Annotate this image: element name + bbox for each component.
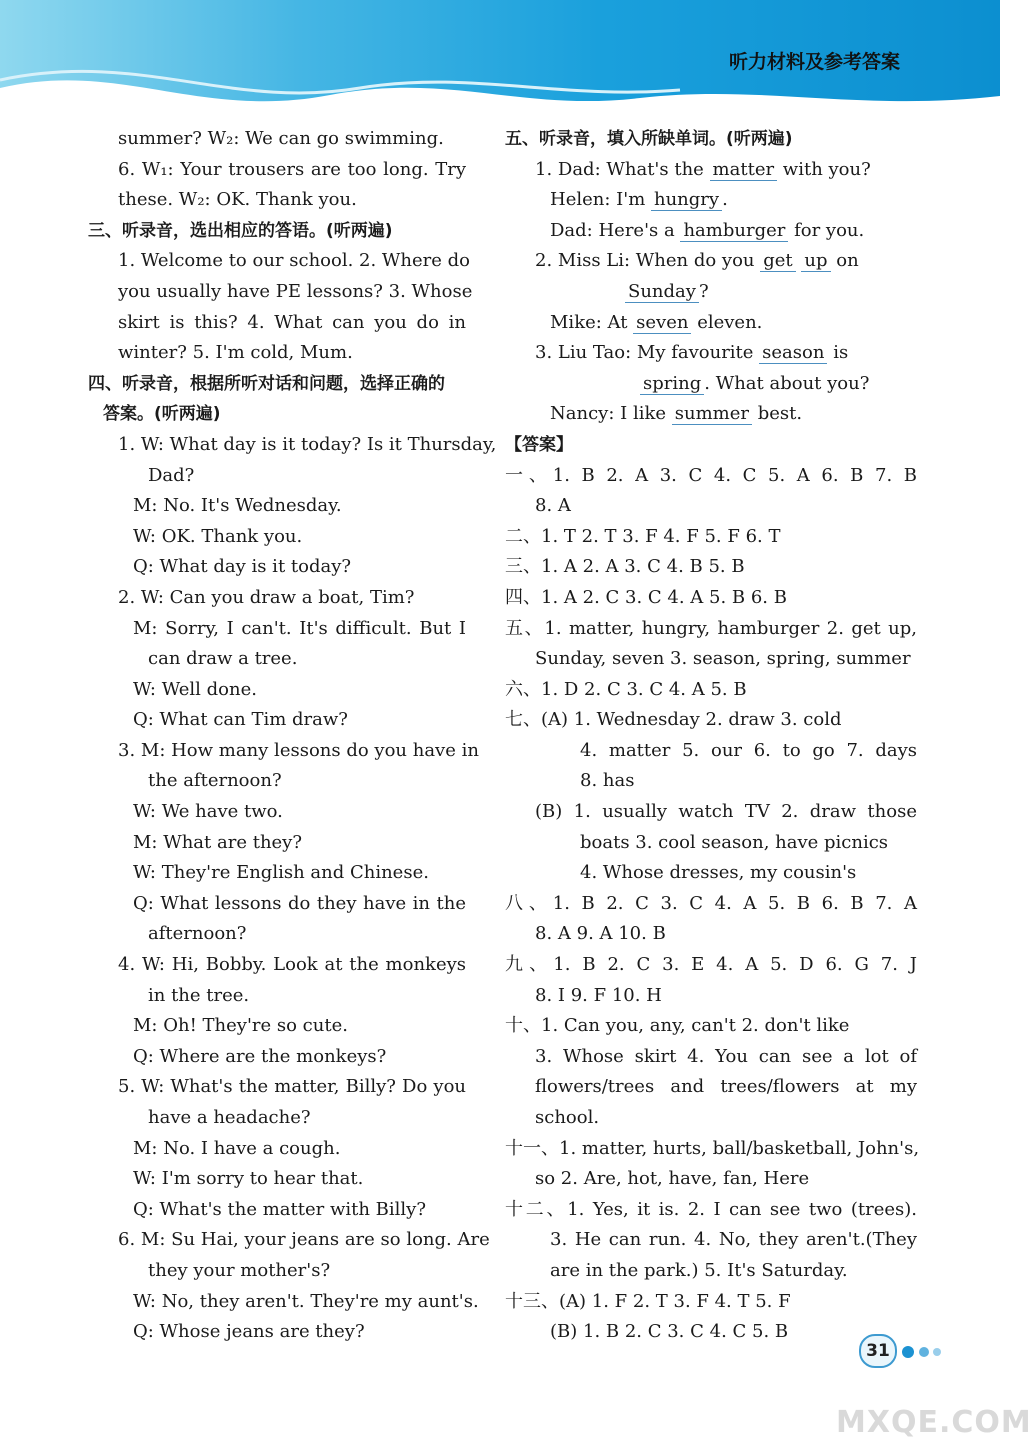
text-line: you usually have PE lessons? 3. Whose (118, 280, 473, 302)
text-line (505, 1256, 917, 1287)
text-segment: 8. I 9. F 10. H (535, 984, 662, 1006)
text-segment: . What about you? (704, 372, 870, 394)
text-line: 3. M: How many lessons do you have in (118, 739, 479, 761)
text-line: these. W₂: OK. Thank you. (118, 189, 357, 211)
text-line: Q: Whose jeans are they? (133, 1321, 365, 1343)
text-line: 5. W: What's the matter, Billy? Do you (118, 1076, 466, 1098)
text-line (505, 614, 917, 645)
text-line: have a headache? (148, 1107, 311, 1128)
text-segment: on (830, 250, 859, 272)
text-line: Q: What day is it today? (133, 556, 352, 578)
filled-blank: Sunday (625, 281, 699, 303)
text-segment: 三、1. A 2. A 3. C 4. B 5. B (505, 556, 745, 578)
text-segment: 4. matter 5. our 6. to go 7. days (580, 739, 917, 761)
text-line: Q: What can Tim draw? (133, 709, 348, 731)
text-segment: 8. has (580, 770, 635, 792)
text-line (505, 185, 917, 216)
dot-icon (919, 1347, 929, 1357)
text-line (505, 1011, 917, 1042)
dot-icon (933, 1348, 941, 1356)
text-segment: 3. Liu Tao: My favourite (535, 342, 760, 364)
text-line: 1. W: What day is it today? Is it Thursday, (118, 433, 497, 455)
text-line (505, 889, 917, 920)
text-segment: 3. He can run. 4. No, they aren't.(They (550, 1229, 917, 1251)
text-segment: is (827, 342, 849, 364)
text-line (505, 277, 917, 308)
text-segment: eleven. (691, 311, 763, 333)
text-line: W: We have two. (133, 801, 283, 823)
filled-blank: seven (633, 312, 691, 334)
text-line: M: Sorry, I can't. It's difficult. But I (133, 617, 466, 639)
text-segment: 五、听录音，填入所缺单词。(听两遍) (505, 129, 793, 149)
text-segment: school. (535, 1107, 600, 1128)
text-segment: 4. Whose dresses, my cousin's (580, 862, 857, 884)
text-segment: 二、1. T 2. T 3. F 4. F 5. F 6. T (505, 525, 781, 547)
text-line (505, 858, 917, 889)
page-number: 31 (859, 1334, 897, 1368)
text-segment: 十一、1. matter, hurts, ball/basketball, John's, (505, 1137, 920, 1159)
text-line: W: No, they aren't. They're my aunt's. (133, 1290, 479, 1312)
text-line: Dad? (148, 464, 195, 486)
text-line: skirt is this? 4. What can you do in (118, 311, 466, 333)
text-segment: are in the park.) 5. It's Saturday. (550, 1259, 848, 1281)
text-line (505, 583, 917, 614)
page-number-badge (855, 1330, 970, 1370)
text-line: Q: Where are the monkeys? (133, 1045, 387, 1067)
text-segment: Dad: Here's a (550, 219, 681, 241)
text-line: afternoon? (148, 923, 247, 945)
answer-title (505, 430, 917, 461)
text-segment: 十、1. Can you, any, can't 2. don't like (505, 1015, 850, 1037)
section-heading: 三、听录音，选出相应的答语。(听两遍) (88, 220, 393, 241)
filled-blank: hungry (651, 189, 722, 211)
text-line (505, 216, 917, 247)
section-heading: 四、听录音，根据所听对话和问题，选择正确的 (88, 373, 445, 394)
text-segment: 3. Whose skirt 4. You can see a lot of (535, 1045, 917, 1067)
text-line (505, 1072, 917, 1103)
text-segment: flowers/trees and trees/flowers at my (535, 1076, 917, 1098)
text-segment: 一、1. B 2. A 3. C 4. C 5. A 6. B 7. B (505, 464, 917, 486)
text-segment: Mike: At (550, 311, 634, 333)
text-line: in the tree. (148, 984, 250, 1006)
text-line (505, 981, 917, 1012)
answers-column (505, 124, 920, 1348)
text-line (505, 308, 917, 339)
text-segment: best. (751, 403, 803, 425)
section-title: 听力材料及参考答案 (728, 51, 900, 73)
filled-blank: matter (710, 159, 778, 181)
text-line (505, 705, 917, 736)
text-line: Q: What lessons do they have in the (133, 892, 466, 914)
text-line (505, 399, 917, 430)
filled-blank: hamburger (680, 220, 788, 242)
text-line (505, 491, 917, 522)
text-segment: 十三、(A) 1. F 2. T 3. F 4. T 5. F (505, 1290, 791, 1312)
text-line (505, 1195, 917, 1226)
header-banner (0, 0, 1000, 125)
text-segment: boats 3. cool season, have picnics (580, 831, 889, 853)
text-line: Q: What's the matter with Billy? (133, 1198, 426, 1220)
text-segment: 8. A (535, 495, 571, 517)
text-line (505, 675, 917, 706)
text-line (505, 246, 917, 277)
watermark: MXQE.COM (836, 1405, 1032, 1440)
text-segment: (B) 1. B 2. C 3. C 4. C 5. B (550, 1321, 789, 1343)
text-segment: 2. Miss Li: When do you (535, 250, 761, 272)
text-line (505, 828, 917, 859)
text-segment: Sunday, seven 3. season, spring, summer (535, 648, 911, 670)
text-line (505, 1164, 917, 1195)
text-segment: 【答案】 (505, 434, 573, 455)
text-line (505, 1225, 917, 1256)
text-line (505, 919, 917, 950)
text-segment: 八、1. B 2. C 3. C 4. A 5. B 6. B 7. A (505, 892, 917, 914)
text-segment: 七、(A) 1. Wednesday 2. draw 3. cold (505, 709, 842, 731)
text-segment: (B) 1. usually watch TV 2. draw those (535, 801, 917, 823)
text-segment: so 2. Are, hot, have, fan, Here (535, 1168, 810, 1190)
text-segment: 六、1. D 2. C 3. C 4. A 5. B (505, 678, 747, 700)
text-segment: 8. A 9. A 10. B (535, 923, 666, 945)
text-segment: Helen: I'm (550, 189, 651, 211)
text-line: 4. W: Hi, Bobby. Look at the monkeys (118, 954, 466, 976)
text-segment: . (722, 189, 728, 211)
text-line (505, 338, 917, 369)
text-segment: 四、1. A 2. C 3. C 4. A 5. B 6. B (505, 586, 787, 608)
text-segment: 十二、1. Yes, it is. 2. I can see two (trees). (505, 1198, 917, 1220)
filled-blank: spring (640, 373, 704, 395)
text-line: 1. Welcome to our school. 2. Where do (118, 250, 471, 272)
text-line: summer? W₂: We can go swimming. (118, 128, 444, 149)
listening-script-column (88, 124, 497, 1348)
text-line: W: They're English and Chinese. (133, 862, 429, 884)
text-line (505, 1134, 920, 1165)
text-line (505, 552, 917, 583)
text-line (505, 1042, 917, 1073)
text-line (505, 1287, 917, 1318)
dot-icon (902, 1346, 914, 1358)
text-line (505, 766, 917, 797)
text-line: W: I'm sorry to hear that. (133, 1168, 364, 1190)
text-segment: 1. Dad: What's the (535, 158, 710, 180)
text-line (505, 797, 917, 828)
section-heading (505, 124, 917, 155)
text-line (505, 644, 917, 675)
filled-blank: get (760, 250, 795, 272)
text-line: M: No. It's Wednesday. (133, 495, 342, 517)
text-line: M: No. I have a cough. (133, 1137, 341, 1159)
text-line (505, 369, 917, 400)
text-line (505, 461, 917, 492)
text-line: M: Oh! They're so cute. (133, 1015, 348, 1037)
text-line (505, 1103, 917, 1134)
text-line: 6. M: Su Hai, your jeans are so long. Are (118, 1229, 490, 1251)
text-line (505, 950, 917, 981)
section-heading: 答案。(听两遍) (103, 404, 221, 425)
text-segment: 五、1. matter, hungry, hamburger 2. get up, (505, 617, 917, 639)
text-segment: Nancy: I like (550, 403, 672, 425)
text-segment: for you. (788, 219, 865, 241)
text-line: 2. W: Can you draw a boat, Tim? (118, 586, 415, 608)
text-line: can draw a tree. (148, 648, 298, 670)
text-line: 6. W₁: Your trousers are too long. Try (118, 158, 466, 180)
text-line (505, 736, 917, 767)
filled-blank: up (801, 250, 830, 272)
text-line: W: Well done. (133, 678, 257, 700)
filled-blank: summer (672, 403, 752, 425)
text-line (505, 155, 917, 186)
text-segment: ? (698, 280, 709, 302)
filled-blank: season (759, 342, 827, 364)
text-line (505, 522, 917, 553)
text-line: they your mother's? (148, 1259, 331, 1281)
text-line: winter? 5. I'm cold, Mum. (118, 342, 353, 364)
text-line: M: What are they? (133, 831, 303, 853)
text-segment: 九、1. B 2. C 3. E 4. A 5. D 6. G 7. J (505, 954, 917, 976)
text-segment: with you? (777, 158, 871, 180)
text-line: the afternoon? (148, 770, 282, 792)
text-line: W: OK. Thank you. (133, 525, 303, 547)
